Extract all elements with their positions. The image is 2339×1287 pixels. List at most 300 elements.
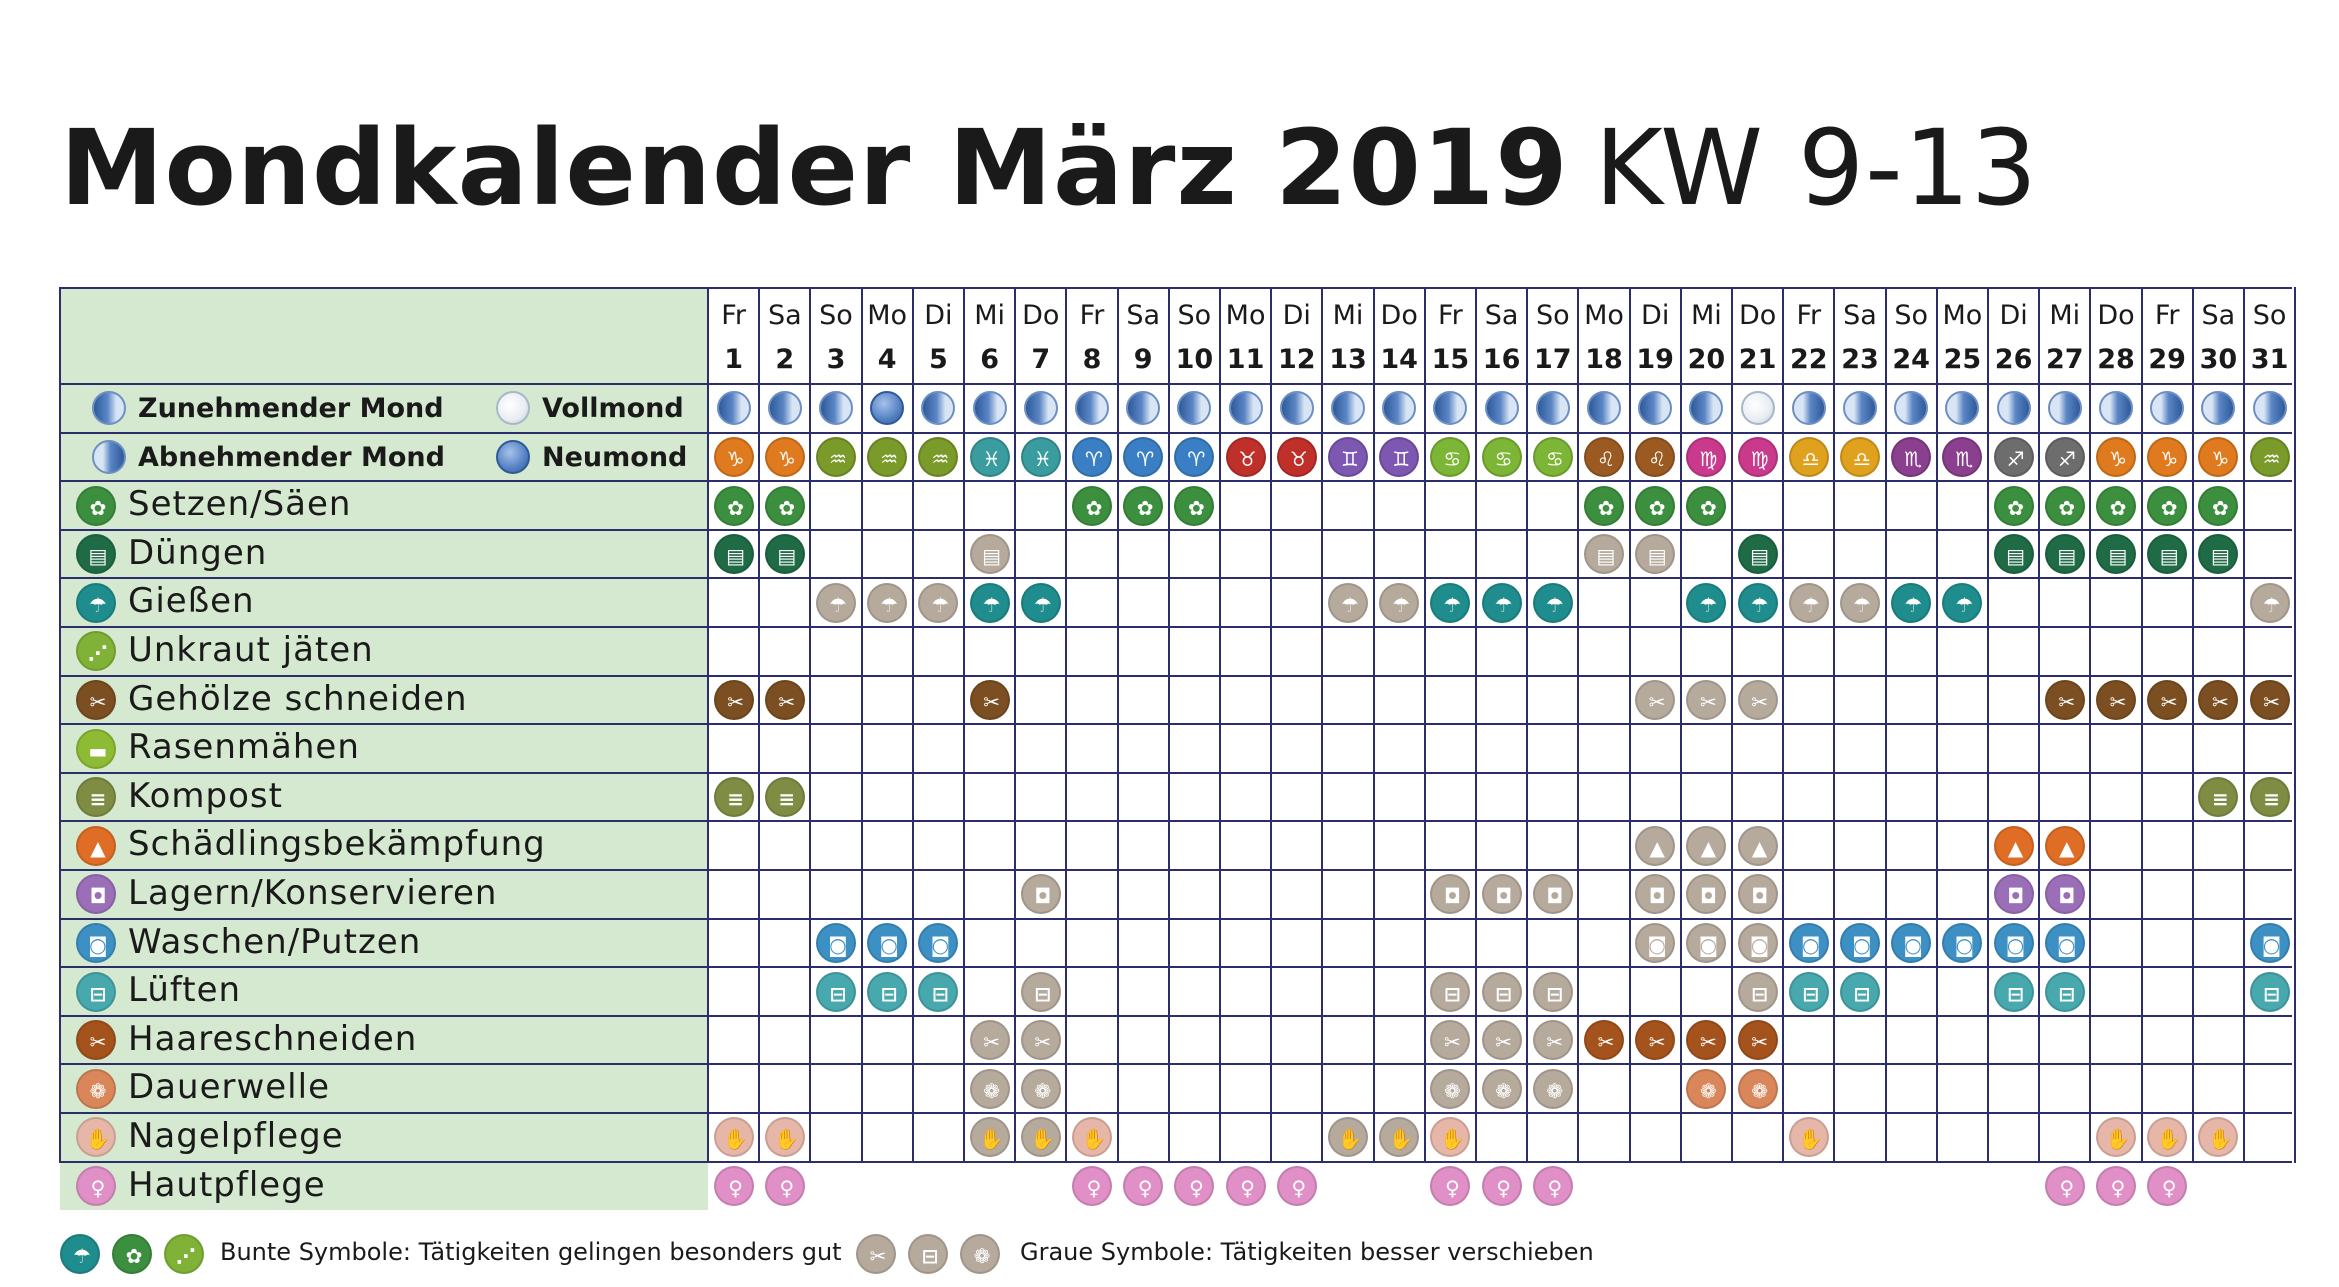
activity-label: Gehölze schneiden	[128, 678, 468, 719]
activity-label: Schädlingsbekämpfung	[128, 824, 546, 865]
grid-line	[2243, 287, 2245, 1163]
grid-line	[60, 1161, 2292, 1163]
day-number-header: 26	[1994, 344, 2033, 375]
grey-scissors-comb-icon: ✂	[1482, 1020, 1522, 1060]
zodiac-fische-icon: ♓	[1021, 437, 1061, 477]
setzen-icon: ✿	[112, 1234, 152, 1274]
watering-can-icon: ☂	[1482, 583, 1522, 623]
grey-watering-can-icon: ☂	[1379, 583, 1419, 623]
spray-bottle-icon: ▲	[2045, 826, 2085, 866]
washing-machine-icon: ◙	[1891, 923, 1931, 963]
zodiac-jungfrau-icon: ♍	[1738, 437, 1778, 477]
seedling-icon: ✿	[2096, 486, 2136, 526]
waxing-moon-icon	[1587, 391, 1621, 425]
seedling-icon: ✿	[1584, 486, 1624, 526]
zodiac-zwillinge-icon: ♊	[1379, 437, 1419, 477]
waxing-moon-icon	[1126, 391, 1160, 425]
waning-moon-icon	[1894, 391, 1928, 425]
fertilizer-bag-icon: ▤	[2096, 534, 2136, 574]
day-number-header: 12	[1277, 344, 1316, 375]
activity-label: Rasenmähen	[128, 727, 360, 768]
compost-icon: ≡	[714, 777, 754, 817]
grid-line	[963, 287, 965, 1163]
day-number-header: 17	[1533, 344, 1572, 375]
zodiac-krebs-icon: ♋	[1430, 437, 1470, 477]
grid-line	[758, 287, 760, 1163]
day-number-header: 4	[877, 344, 897, 375]
grey-curly-hair-icon: ❁	[1021, 1069, 1061, 1109]
grey-preserving-jar-icon: ◘	[1021, 874, 1061, 914]
curly-hair-icon: ❁	[1738, 1069, 1778, 1109]
grid-line	[1782, 287, 1784, 1163]
waxing-moon-icon	[1536, 391, 1570, 425]
grey-curly-hair-icon: ❁	[1430, 1069, 1470, 1109]
zodiac-steinbock-icon: ♑	[765, 437, 805, 477]
hand-nail-icon: ✋	[76, 1117, 116, 1157]
grey-hand-nail-icon: ✋	[970, 1117, 1010, 1157]
watering-can-icon: ☂	[1533, 583, 1573, 623]
waning-moon-icon	[1997, 391, 2031, 425]
weekday-header: So	[819, 300, 853, 331]
lawnmower-icon: ▬	[76, 729, 116, 769]
moon-legend-label: Vollmond	[542, 393, 684, 424]
day-number-header: 25	[1943, 344, 1982, 375]
title-main: Mondkalender März 2019	[60, 107, 1569, 229]
grey-watering-can-icon: ☂	[816, 583, 856, 623]
symbol-legend	[60, 1230, 2292, 1280]
zodiac-waage-icon: ♎	[1789, 437, 1829, 477]
grey-curly-hair-icon: ❁	[1482, 1069, 1522, 1109]
washing-machine-icon: ◙	[918, 923, 958, 963]
grid-line	[60, 966, 2292, 968]
activity-label: Setzen/Säen	[128, 484, 352, 525]
face-care-icon: ♀	[1226, 1166, 1266, 1206]
grey-window-icon: ⊟	[1533, 972, 1573, 1012]
watering-can-icon: ☂	[970, 583, 1010, 623]
window-icon: ⊟	[1994, 972, 2034, 1012]
grid-line	[1168, 287, 1170, 1163]
zodiac-schuetze-icon: ♐	[2045, 437, 2085, 477]
day-number-header: 5	[928, 344, 948, 375]
face-care-icon: ♀	[1533, 1166, 1573, 1206]
zodiac-wassermann-icon: ♒	[816, 437, 856, 477]
zodiac-widder-icon: ♈	[1174, 437, 1214, 477]
weekday-header: So	[1535, 300, 1570, 331]
fertilizer-bag-icon: ▤	[2045, 534, 2085, 574]
grey-scissors-comb-icon: ✂	[1021, 1020, 1061, 1060]
weekday-header: Di	[1641, 300, 1670, 331]
washing-machine-icon: ◙	[816, 923, 856, 963]
grey-lueften-icon: ⊟	[908, 1234, 948, 1274]
grey-fertilizer-bag-icon: ▤	[970, 534, 1010, 574]
zodiac-stier-icon: ♉	[1226, 437, 1266, 477]
waning-moon-icon	[92, 440, 126, 474]
grid-line	[60, 480, 2292, 482]
pruning-shears-icon: ✂	[714, 680, 754, 720]
face-care-icon: ♀	[1482, 1166, 1522, 1206]
day-number-header: 10	[1175, 344, 1214, 375]
grey-scissors-comb-icon: ✂	[970, 1020, 1010, 1060]
grid-line	[1577, 287, 1579, 1163]
window-icon: ⊟	[76, 972, 116, 1012]
weekday-header: Di	[1999, 300, 2028, 331]
pruning-shears-icon: ✂	[2096, 680, 2136, 720]
grey-spray-bottle-icon: ▲	[1635, 826, 1675, 866]
spray-bottle-icon: ▲	[1994, 826, 2034, 866]
seedling-icon: ✿	[1072, 486, 1112, 526]
grid-line	[60, 723, 2292, 725]
weekday-header: Do	[1022, 300, 1060, 331]
compost-icon: ≡	[2250, 777, 2290, 817]
grey-preserving-jar-icon: ◘	[1686, 874, 1726, 914]
washing-machine-icon: ◙	[1840, 923, 1880, 963]
grey-pruning-shears-icon: ✂	[1738, 680, 1778, 720]
grid-line	[1885, 287, 1887, 1163]
grid-line	[60, 820, 2292, 822]
day-number-header: 23	[1841, 344, 1879, 375]
grid-line	[1526, 287, 1528, 1163]
weekday-header: Do	[1738, 300, 1777, 331]
waning-moon-icon	[1843, 391, 1877, 425]
waxing-moon-icon	[1638, 391, 1672, 425]
window-icon: ⊟	[918, 972, 958, 1012]
seedling-icon: ✿	[2198, 486, 2238, 526]
face-care-icon: ♀	[2147, 1166, 2187, 1206]
zodiac-wassermann-icon: ♒	[918, 437, 958, 477]
activity-label: Hautpflege	[128, 1164, 326, 1205]
grey-window-icon: ⊟	[1021, 972, 1061, 1012]
preserving-jar-icon: ◘	[76, 874, 116, 914]
face-care-icon: ♀	[714, 1166, 754, 1206]
grey-watering-can-icon: ☂	[1789, 583, 1829, 623]
waxing-moon-icon	[1331, 391, 1365, 425]
zodiac-wassermann-icon: ♒	[867, 437, 907, 477]
grid-line	[1629, 287, 1631, 1163]
grid-line	[60, 1015, 2292, 1017]
grid-line	[1014, 287, 1016, 1163]
grid-line	[60, 1112, 2292, 1114]
seedling-icon: ✿	[2147, 486, 2187, 526]
waxing-moon-icon	[1024, 391, 1058, 425]
face-care-icon: ♀	[76, 1166, 116, 1206]
day-number-header: 20	[1687, 344, 1726, 375]
grey-window-icon: ⊟	[1738, 972, 1778, 1012]
pruning-shears-icon: ✂	[76, 680, 116, 720]
grey-window-icon: ⊟	[1430, 972, 1470, 1012]
grid-line	[60, 529, 2292, 531]
fertilizer-bag-icon: ▤	[1994, 534, 2034, 574]
washing-machine-icon: ◙	[1789, 923, 1829, 963]
face-care-icon: ♀	[1072, 1166, 1112, 1206]
waxing-moon-icon	[1433, 391, 1467, 425]
weekday-header: Fr	[2154, 300, 2180, 331]
day-number-header: 9	[1133, 344, 1153, 375]
full-moon-icon	[1741, 391, 1775, 425]
face-care-icon: ♀	[2045, 1166, 2085, 1206]
waxing-moon-icon	[717, 391, 751, 425]
grey-pruning-shears-icon: ✂	[1635, 680, 1675, 720]
zodiac-krebs-icon: ♋	[1482, 437, 1522, 477]
grey-watering-can-icon: ☂	[1840, 583, 1880, 623]
day-number-header: 24	[1892, 344, 1930, 375]
grid-line	[60, 432, 2292, 434]
day-number-header: 18	[1585, 344, 1623, 375]
hand-nail-icon: ✋	[1072, 1117, 1112, 1157]
zodiac-wassermann-icon: ♒	[2250, 437, 2290, 477]
grey-curly-hair-icon: ❁	[1533, 1069, 1573, 1109]
curly-hair-icon: ❁	[76, 1069, 116, 1109]
day-number-header: 19	[1636, 344, 1674, 375]
hand-nail-icon: ✋	[1789, 1117, 1829, 1157]
moon-legend-label: Neumond	[542, 441, 688, 473]
waning-moon-icon	[1792, 391, 1826, 425]
scissors-comb-icon: ✂	[1635, 1020, 1675, 1060]
weekday-header: Mi	[1332, 300, 1364, 331]
waxing-moon-icon	[1689, 391, 1723, 425]
grey-window-icon: ⊟	[1482, 972, 1522, 1012]
grey-fertilizer-bag-icon: ▤	[1584, 534, 1624, 574]
window-icon: ⊟	[1840, 972, 1880, 1012]
day-number-header: 16	[1482, 344, 1521, 375]
colored-symbols-note: Bunte Symbole: Tätigkeiten gelingen besonders gut	[220, 1238, 842, 1266]
day-number-header: 3	[826, 344, 846, 375]
scissors-comb-icon: ✂	[1686, 1020, 1726, 1060]
zodiac-widder-icon: ♈	[1123, 437, 1163, 477]
grid-line	[60, 869, 2292, 871]
zodiac-fische-icon: ♓	[970, 437, 1010, 477]
day-number-header: 15	[1431, 344, 1470, 375]
weekday-header: Sa	[1843, 300, 1877, 331]
grey-hand-nail-icon: ✋	[1021, 1117, 1061, 1157]
zodiac-schuetze-icon: ♐	[1994, 437, 2034, 477]
moon-calendar-table	[60, 288, 2292, 1210]
grid-line	[1475, 287, 1477, 1163]
grid-line	[1987, 287, 1989, 1163]
grey-pruning-shears-icon: ✂	[1686, 680, 1726, 720]
grid-line	[2038, 287, 2040, 1163]
grid-line	[1833, 287, 1835, 1163]
preserving-jar-icon: ◘	[2045, 874, 2085, 914]
zodiac-skorpion-icon: ♏	[1942, 437, 1982, 477]
day-number-header: 8	[1082, 344, 1102, 375]
fertilizer-bag-icon: ▤	[2147, 534, 2187, 574]
weekday-header: Sa	[1126, 300, 1161, 331]
day-number-header: 11	[1226, 344, 1265, 375]
weekday-header: Mi	[974, 300, 1005, 331]
grid-line	[1424, 287, 1426, 1163]
waxing-moon-icon	[1075, 391, 1109, 425]
weekday-header: Fr	[1079, 300, 1105, 331]
zodiac-loewe-icon: ♌	[1584, 437, 1624, 477]
activity-label: Waschen/Putzen	[128, 921, 422, 962]
grid-line	[912, 287, 914, 1163]
day-number-header: 1	[724, 344, 743, 375]
grid-line	[60, 675, 2292, 677]
face-care-icon: ♀	[1277, 1166, 1317, 1206]
waning-moon-icon	[2253, 391, 2287, 425]
grey-fertilizer-bag-icon: ▤	[1635, 534, 1675, 574]
hand-nail-icon: ✋	[1430, 1117, 1470, 1157]
zodiac-jungfrau-icon: ♍	[1686, 437, 1726, 477]
zodiac-widder-icon: ♈	[1072, 437, 1112, 477]
zodiac-loewe-icon: ♌	[1635, 437, 1675, 477]
face-care-icon: ♀	[2096, 1166, 2136, 1206]
weekday-header: Mo	[867, 300, 908, 331]
activity-label: Haareschneiden	[128, 1018, 418, 1059]
weekday-header: Fr	[721, 300, 746, 331]
watering-can-icon: ☂	[1891, 583, 1931, 623]
grey-scissors-comb-icon: ✂	[1430, 1020, 1470, 1060]
weekday-header: Mo	[1942, 300, 1983, 331]
weekday-header: Mi	[1690, 300, 1722, 331]
grey-preserving-jar-icon: ◘	[1482, 874, 1522, 914]
grey-watering-can-icon: ☂	[867, 583, 907, 623]
washing-machine-icon: ◙	[867, 923, 907, 963]
grid-line	[60, 383, 2292, 385]
washing-machine-icon: ◙	[1942, 923, 1982, 963]
grey-preserving-jar-icon: ◘	[1533, 874, 1573, 914]
activity-label: Dauerwelle	[128, 1067, 330, 1108]
day-number-header: 21	[1738, 344, 1777, 375]
day-number-header: 31	[2250, 344, 2289, 375]
grid-line	[707, 287, 709, 1163]
weekday-header: Sa	[1484, 300, 1519, 331]
watering-can-icon: ☂	[1021, 583, 1061, 623]
grid-line	[2294, 287, 2296, 1163]
weekday-header: Do	[2097, 300, 2135, 331]
waxing-moon-icon	[1229, 391, 1263, 425]
seedling-icon: ✿	[1994, 486, 2034, 526]
grey-preserving-jar-icon: ◘	[1430, 874, 1470, 914]
seedling-icon: ✿	[714, 486, 754, 526]
grid-line	[1373, 287, 1375, 1163]
grey-spray-bottle-icon: ▲	[1686, 826, 1726, 866]
grid-line	[2141, 287, 2143, 1163]
fertilizer-bag-icon: ▤	[2198, 534, 2238, 574]
grid-line	[1219, 287, 1221, 1163]
washing-machine-icon: ◙	[2250, 923, 2290, 963]
grid-line	[60, 626, 2292, 628]
waxing-moon-icon	[819, 391, 853, 425]
grid-line	[60, 918, 2292, 920]
waning-moon-icon	[2150, 391, 2184, 425]
grid-line	[1065, 287, 1067, 1163]
watering-can-icon: ☂	[1738, 583, 1778, 623]
washing-machine-icon: ◙	[2045, 923, 2085, 963]
weekday-header: Mo	[1584, 300, 1624, 331]
grey-spray-bottle-icon: ▲	[1738, 826, 1778, 866]
grey-preserving-jar-icon: ◘	[1635, 874, 1675, 914]
window-icon: ⊟	[2045, 972, 2085, 1012]
grid-line	[1117, 287, 1119, 1163]
hand-nail-icon: ✋	[714, 1117, 754, 1157]
compost-icon: ≡	[2198, 777, 2238, 817]
fertilizer-bag-icon: ▤	[76, 534, 116, 574]
seedling-icon: ✿	[1174, 486, 1214, 526]
waning-moon-icon	[2099, 391, 2133, 425]
window-icon: ⊟	[816, 972, 856, 1012]
watering-can-icon: ☂	[1686, 583, 1726, 623]
activity-label: Unkraut jäten	[128, 630, 374, 670]
seedling-icon: ✿	[765, 486, 805, 526]
pruning-shears-icon: ✂	[2147, 680, 2187, 720]
seedling-icon: ✿	[1686, 486, 1726, 526]
giessen-icon: ☂	[60, 1234, 100, 1274]
face-care-icon: ♀	[765, 1166, 805, 1206]
grid-line	[2192, 287, 2194, 1163]
day-number-header: 29	[2148, 344, 2186, 375]
weekday-header: Fr	[1438, 300, 1463, 331]
day-number-header: 28	[2097, 344, 2135, 375]
grey-watering-can-icon: ☂	[2250, 583, 2290, 623]
grey-washing-machine-icon: ◙	[1738, 923, 1778, 963]
zodiac-stier-icon: ♉	[1277, 437, 1317, 477]
compost-icon: ≡	[76, 777, 116, 817]
unkraut-icon: ⋰	[164, 1234, 204, 1274]
zodiac-steinbock-icon: ♑	[2096, 437, 2136, 477]
grid-line	[1270, 287, 1272, 1163]
day-number-header: 30	[2199, 344, 2238, 375]
grid-line	[2089, 287, 2091, 1163]
zodiac-steinbock-icon: ♑	[714, 437, 754, 477]
grey-hand-nail-icon: ✋	[1328, 1117, 1368, 1157]
weekday-header: Di	[924, 300, 953, 331]
day-number-header: 22	[1789, 344, 1828, 375]
fertilizer-bag-icon: ▤	[714, 534, 754, 574]
day-number-header: 6	[980, 344, 999, 375]
pruning-shears-icon: ✂	[970, 680, 1010, 720]
face-care-icon: ♀	[1174, 1166, 1214, 1206]
waxing-moon-icon	[1280, 391, 1314, 425]
activity-label: Gießen	[128, 581, 255, 622]
hand-nail-icon: ✋	[765, 1117, 805, 1157]
preserving-jar-icon: ◘	[1994, 874, 2034, 914]
grid-line	[60, 772, 2292, 774]
waxing-moon-icon	[1382, 391, 1416, 425]
title-week-range: KW 9-13	[1594, 107, 2039, 229]
pruning-shears-icon: ✂	[2198, 680, 2238, 720]
grey-hand-nail-icon: ✋	[1379, 1117, 1419, 1157]
scissors-comb-icon: ✂	[76, 1020, 116, 1060]
page-title	[60, 108, 2038, 228]
zodiac-steinbock-icon: ♑	[2198, 437, 2238, 477]
activity-label: Lüften	[128, 970, 242, 1011]
seedling-icon: ✿	[2045, 486, 2085, 526]
grid-line	[1731, 287, 1733, 1163]
day-number-header: 2	[775, 344, 795, 375]
grid-line	[861, 287, 863, 1163]
grid-line	[60, 1063, 2292, 1065]
new-moon-icon	[496, 440, 530, 474]
grid-line	[1321, 287, 1323, 1163]
grey-watering-can-icon: ☂	[1328, 583, 1368, 623]
scissors-comb-icon: ✂	[1584, 1020, 1624, 1060]
rake-icon: ⋰	[76, 631, 116, 671]
label-cell-bg	[60, 288, 708, 384]
weekday-header: Do	[1380, 300, 1418, 331]
activity-label: Düngen	[128, 532, 268, 573]
day-number-header: 13	[1329, 344, 1367, 375]
grey-washing-machine-icon: ◙	[1635, 923, 1675, 963]
waxing-moon-icon	[973, 391, 1007, 425]
weekday-header: Sa	[2201, 300, 2236, 331]
grey-curly-hair-icon: ❁	[970, 1069, 1010, 1109]
curly-hair-icon: ❁	[1686, 1069, 1726, 1109]
hand-nail-icon: ✋	[2198, 1117, 2238, 1157]
seedling-icon: ✿	[76, 486, 116, 526]
moon-legend-label: Abnehmender Mond	[138, 441, 445, 473]
day-number-header: 14	[1380, 344, 1418, 375]
